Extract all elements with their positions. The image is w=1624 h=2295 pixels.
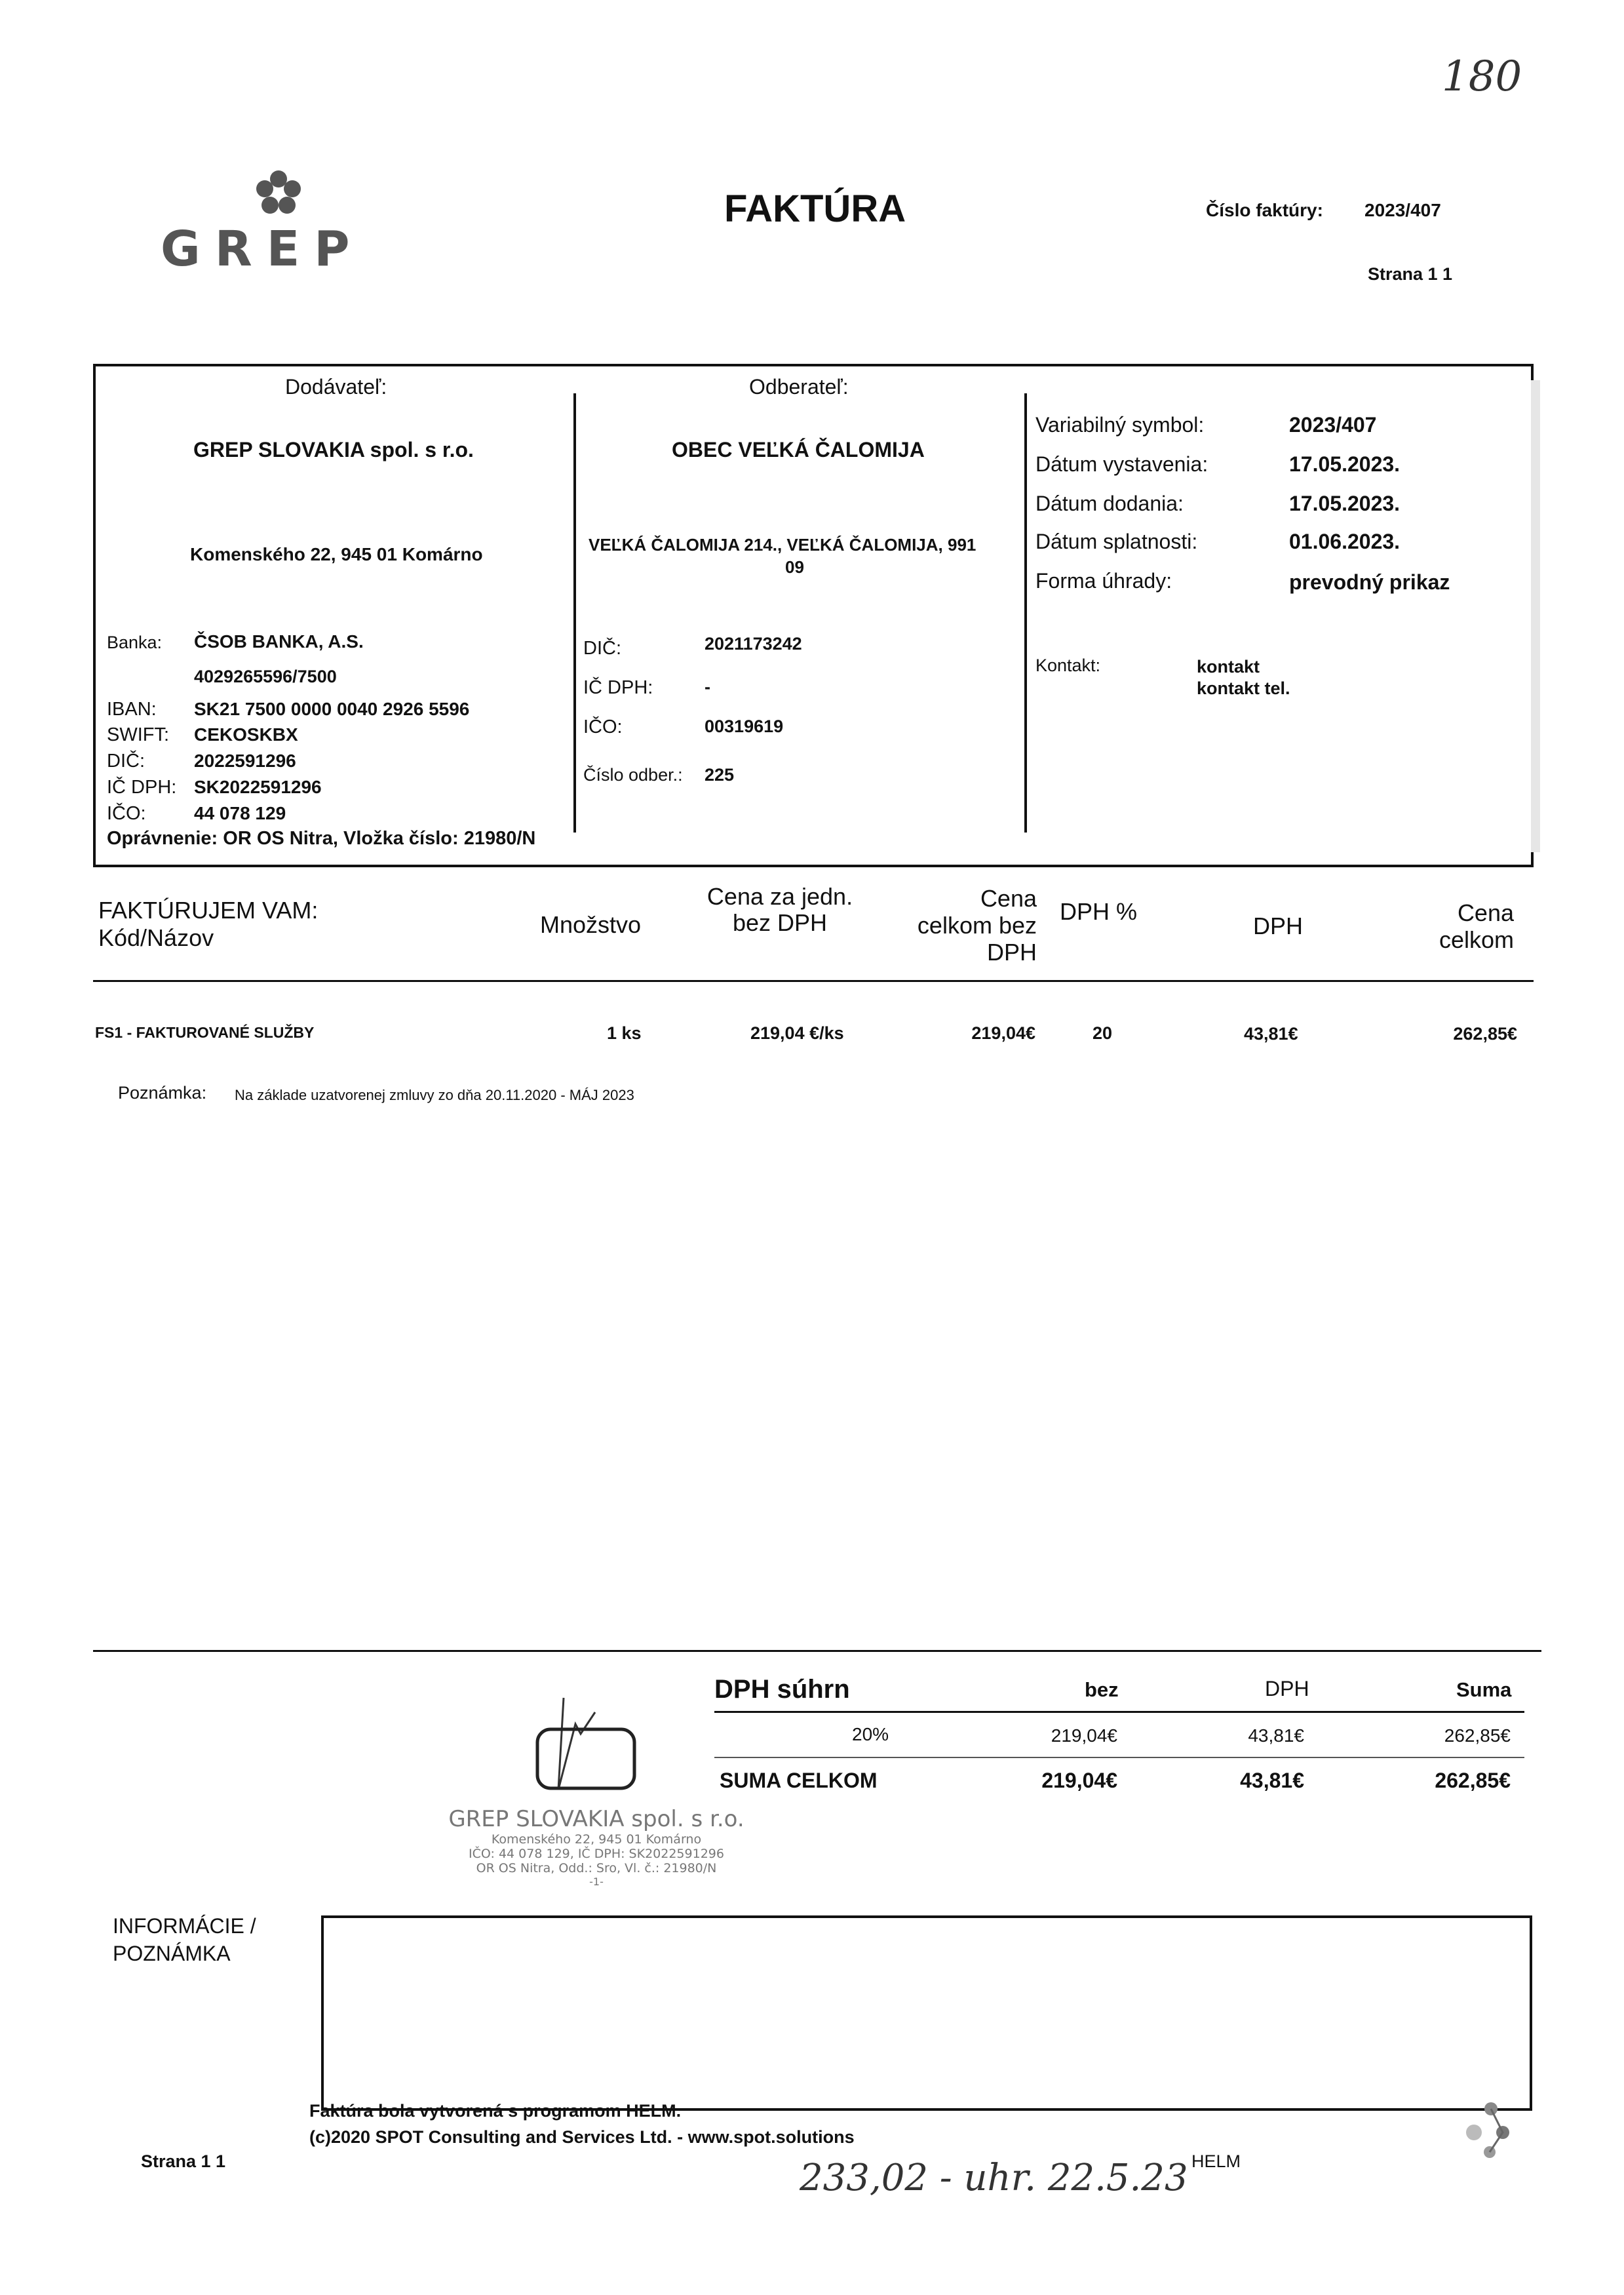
customer-dic-value: 2021173242 [705, 634, 802, 654]
customer-number-label: Číslo odber.: [583, 765, 683, 785]
vat-summary-rule-2 [714, 1757, 1524, 1758]
supplier-dic-label: DIČ: [107, 751, 145, 772]
due-value: 01.06.2023. [1289, 530, 1401, 553]
vs-label: Variabilný symbol: [1035, 413, 1205, 437]
supplier-ico-label: IČO: [107, 803, 146, 824]
total-excl-header-3: DPH [986, 939, 1037, 966]
vat-summary-sum: 262,85€ [1444, 1725, 1511, 1746]
qty-header: Množstvo [540, 911, 642, 938]
note-text: Na základe uzatvorenej zmluvy zo dňa 20.11.2020 - MÁJ 2023 [235, 1087, 634, 1103]
vat-summary-base: 219,04€ [1051, 1725, 1117, 1746]
item-vat: 43,81€ [1244, 1024, 1298, 1044]
total-excl-header-2: celkom bez [917, 912, 1037, 939]
items-header-rule [93, 980, 1534, 982]
footer-helm: HELM [1191, 2151, 1241, 2171]
customer-number-value: 225 [705, 765, 735, 785]
delivery-value: 17.05.2023. [1289, 492, 1401, 515]
bank-value: ČSOB BANKA, A.S. [194, 631, 364, 652]
total-header [1383, 899, 1514, 953]
stamp-line-1: GREP SLOVAKIA spol. s r.o. [448, 1806, 744, 1832]
customer-heading: Odberateľ: [749, 375, 849, 399]
customer-ico-label: IČO: [583, 716, 623, 737]
spot-logo-icon [1465, 2101, 1517, 2160]
invoice-number-label: Číslo faktúry: [1206, 200, 1323, 220]
stamp-line-3: IČO: 44 078 129, IČ DPH: SK2022591296 [469, 1847, 724, 1861]
due-label: Dátum splatnosti: [1035, 530, 1198, 553]
total-excl-header-1: Cena [980, 885, 1037, 912]
supplier-heading: Dodávateľ: [285, 375, 387, 399]
stamp-line-5: -1- [589, 1875, 604, 1888]
payment-label: Forma úhrady: [1035, 569, 1172, 593]
company-stamp [446, 1806, 747, 1888]
customer-dic-label: DIČ: [583, 638, 621, 659]
total-header-1: Cena [1457, 899, 1514, 926]
page-indicator-top: Strana 1 1 [1368, 264, 1453, 284]
footer-created-by: Faktúra bola vytvorená s programom HELM. [309, 2101, 682, 2121]
delivery-label: Dátum dodania: [1035, 492, 1184, 515]
item-total: 262,85€ [1453, 1024, 1517, 1044]
total-vat: 43,81€ [1240, 1769, 1304, 1792]
item-total-excl: 219,04€ [971, 1023, 1035, 1043]
customer-icdph-label: IČ DPH: [583, 677, 653, 698]
logo-text: GREP [161, 221, 364, 277]
supplier-name: GREP SLOVAKIA spol. s r.o. [193, 438, 474, 461]
vat-summary-vat: 43,81€ [1248, 1725, 1304, 1746]
contact-label: Kontakt: [1035, 656, 1101, 675]
customer-icdph-value: - [705, 677, 710, 697]
vat-summary-rule [714, 1711, 1524, 1713]
iban-value: SK21 7500 0000 0040 2926 5596 [194, 699, 470, 719]
item-unit-price: 219,04 €/ks [750, 1023, 844, 1043]
payment-value: prevodný prikaz [1289, 570, 1450, 594]
stamp-line-2: Komenského 22, 945 01 Komárno [491, 1832, 702, 1847]
swift-value: CEKOSKBX [194, 724, 298, 745]
items-heading-line1: FAKTÚRUJEM VAM: [98, 897, 319, 924]
issued-label: Dátum vystavenia: [1035, 452, 1208, 476]
vat-pct-header: DPH % [1060, 898, 1138, 925]
unit-price-header-1: Cena za jedn. [706, 883, 853, 910]
box-divider-1 [573, 393, 576, 833]
box-divider-2 [1024, 393, 1027, 833]
vs-value: 2023/407 [1289, 413, 1377, 437]
vat-rate: 20% [852, 1724, 889, 1744]
contact-tel-value: kontakt tel. [1197, 678, 1290, 698]
customer-ico-value: 00319619 [705, 716, 784, 736]
summary-top-rule [93, 1650, 1541, 1652]
unit-price-header [682, 884, 878, 936]
note-label: Poznámka: [118, 1083, 207, 1103]
supplier-address: Komenského 22, 945 01 Komárno [190, 544, 483, 564]
item-name: FS1 - FAKTUROVANÉ SLUŽBY [95, 1024, 315, 1041]
total-header-2: celkom [1439, 926, 1514, 953]
total-label: SUMA CELKOM [720, 1769, 878, 1792]
stamp-line-4: OR OS Nitra, Odd.: Sro, Vl. č.: 21980/N [476, 1861, 717, 1875]
vat-summary-col-sum: Suma [1456, 1678, 1512, 1701]
total-sum: 262,85€ [1435, 1769, 1511, 1792]
customer-address-line1: VEĽKÁ ČALOMIJA 214., VEĽKÁ ČALOMIJA, 991 [589, 535, 976, 555]
handwritten-page-number: 180 [1442, 52, 1522, 101]
vat-summary-col-base: bez [1085, 1678, 1119, 1701]
info-box [321, 1915, 1532, 2111]
page-indicator-bottom: Strana 1 1 [141, 2151, 226, 2171]
handwritten-bottom-note: 233,02 - uhr. 22.5.23 [800, 2157, 1188, 2199]
info-label-2: POZNÁMKA [113, 1942, 231, 1965]
customer-name: OBEC VEĽKÁ ČALOMIJA [672, 438, 925, 461]
account-value: 4029265596/7500 [194, 667, 337, 686]
signature-drawing [518, 1685, 662, 1796]
info-label-1: INFORMÁCIE / [113, 1914, 256, 1938]
supplier-dic-value: 2022591296 [194, 751, 296, 771]
unit-price-header-2: bez DPH [732, 909, 828, 936]
issued-value: 17.05.2023. [1289, 452, 1401, 476]
vat-summary-col-vat: DPH [1265, 1677, 1309, 1700]
supplier-icdph-label: IČ DPH: [107, 777, 177, 798]
items-heading-line2: Kód/Názov [98, 924, 214, 951]
customer-address-line2: 09 [785, 557, 804, 577]
grep-logo [157, 167, 419, 277]
contact-value: kontakt [1197, 657, 1260, 677]
scan-edge [1531, 380, 1540, 852]
vat-summary-title: DPH súhrn [714, 1675, 850, 1704]
supplier-ico-value: 44 078 129 [194, 803, 286, 823]
total-base: 219,04€ [1041, 1769, 1117, 1792]
invoice-number: 2023/407 [1364, 200, 1441, 220]
bank-label: Banka: [107, 633, 163, 652]
footer-copyright: (c)2020 SPOT Consulting and Services Ltd. - www.spot.solutions [309, 2127, 855, 2147]
item-vat-pct: 20 [1092, 1023, 1113, 1043]
invoice-title: FAKTÚRA [724, 187, 906, 230]
supplier-authorization: Oprávnenie: OR OS Nitra, Vložka číslo: 21980/N [107, 828, 536, 849]
supplier-icdph-value: SK2022591296 [194, 777, 322, 797]
vat-header: DPH [1253, 912, 1304, 939]
item-qty: 1 ks [607, 1023, 642, 1043]
total-excl-header [872, 885, 1037, 966]
swift-label: SWIFT: [107, 724, 170, 745]
iban-label: IBAN: [107, 699, 157, 720]
